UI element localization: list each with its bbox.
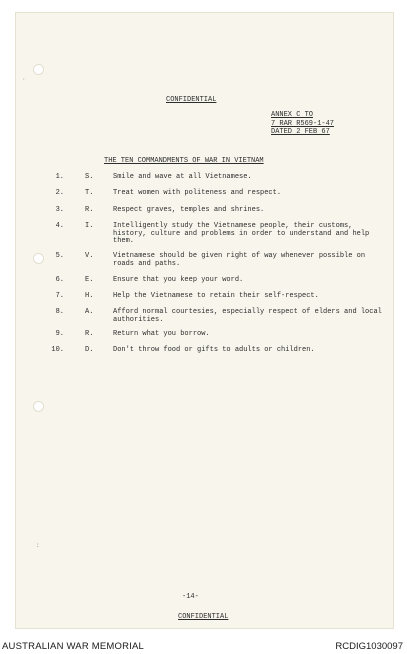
commandment-letter: T. <box>85 189 94 197</box>
commandment-number: 3. <box>55 206 64 214</box>
commandment-number: 6. <box>55 276 64 284</box>
commandment-text: Smile and wave at all Vietnamese. <box>113 173 252 181</box>
page-mark: · <box>22 76 26 83</box>
commandment-letter: R. <box>85 206 94 214</box>
commandment-letter: R. <box>85 330 94 338</box>
classification-bottom: CONFIDENTIAL <box>178 613 229 621</box>
archive-id: RCDIG1030097 <box>335 641 403 652</box>
archive-credit: AUSTRALIAN WAR MEMORIAL <box>2 641 145 652</box>
commandment-text: Return what you borrow. <box>113 330 210 338</box>
commandment-number: 8. <box>55 308 64 316</box>
commandment-number: 9. <box>55 330 64 338</box>
document-title: THE TEN COMMANDMENTS OF WAR IN VIETNAM <box>104 157 264 165</box>
annex-reference <box>271 111 334 137</box>
commandment-number: 10. <box>51 346 64 354</box>
annex-line: ANNEX C TO <box>271 111 314 119</box>
commandment-letter: I. <box>85 222 94 230</box>
commandment-text: Intelligently study the Vietnamese people, their customs, history, culture and problems in order to understand and help them. <box>113 222 370 245</box>
commandment-number: 5. <box>55 252 64 260</box>
commandment-letter: S. <box>85 173 94 181</box>
commandment-number: 4. <box>55 222 64 230</box>
punch-hole <box>33 401 44 412</box>
commandment-letter: H. <box>85 292 94 300</box>
commandment-text: Respect graves, temples and shrines. <box>113 206 265 214</box>
punch-hole <box>33 64 44 75</box>
commandment-letter: V. <box>85 252 94 260</box>
annex-line: DATED 2 FEB 67 <box>271 128 330 136</box>
commandment-number: 7. <box>55 292 64 300</box>
page-mark: : <box>36 542 40 549</box>
commandment-number: 1. <box>55 173 64 181</box>
commandment-number: 2. <box>55 189 64 197</box>
commandment-text: Treat women with politeness and respect. <box>113 189 282 197</box>
commandment-text: Afford normal courtesies, especially respect of elders and local authorities. <box>113 308 382 324</box>
commandment-letter: D. <box>85 346 94 354</box>
commandment-letter: A. <box>85 308 94 316</box>
commandment-text: Help the Vietnamese to retain their self-respect. <box>113 292 319 300</box>
commandment-text: Don't throw food or gifts to adults or children. <box>113 346 315 354</box>
commandment-text: Ensure that you keep your word. <box>113 276 244 284</box>
commandment-text: Vietnamese should be given right of way whenever possible on roads and paths. <box>113 252 366 268</box>
punch-hole <box>33 253 44 264</box>
annex-line: 7 RAR R569-1-47 <box>271 119 335 128</box>
classification-top: CONFIDENTIAL <box>166 96 217 104</box>
page-number: -14- <box>182 593 199 601</box>
commandment-letter: E. <box>85 276 94 284</box>
